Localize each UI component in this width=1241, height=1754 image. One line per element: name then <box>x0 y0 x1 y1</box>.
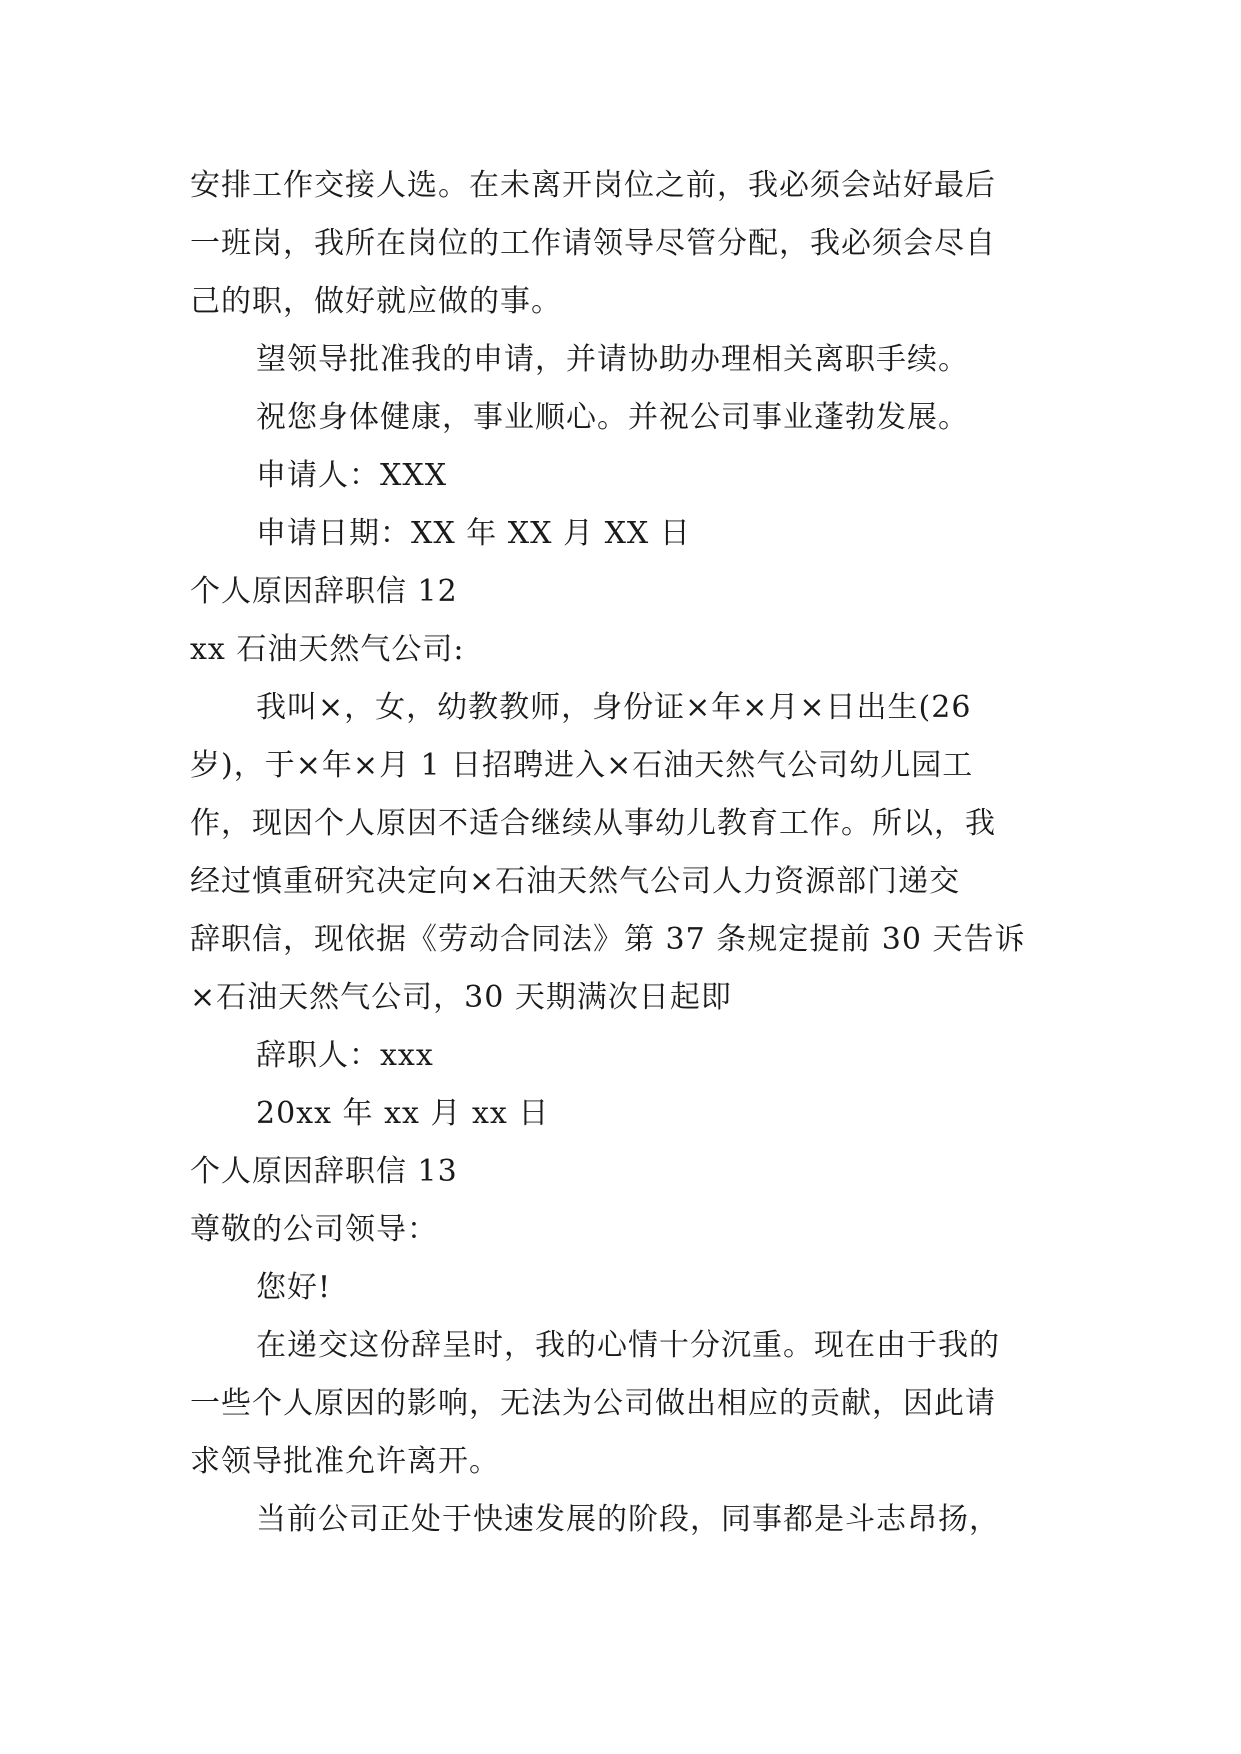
salutation: xx 石油天然气公司: <box>190 632 465 667</box>
applicant-line: 申请人：XXX <box>256 458 448 493</box>
body-line: 当前公司正处于快速发展的阶段，同事都是斗志昂扬， <box>256 1502 1000 1537</box>
body-line: 望领导批准我的申请，并请协助办理相关离职手续。 <box>256 342 969 377</box>
body-line: 在递交这份辞呈时，我的心情十分沉重。现在由于我的 <box>256 1328 1000 1363</box>
salutation: 尊敬的公司领导： <box>190 1212 438 1247</box>
section-heading: 个人原因辞职信 13 <box>190 1154 458 1189</box>
body-line: 一班岗，我所在岗位的工作请领导尽管分配，我必须会尽自 <box>190 226 996 261</box>
body-line: 经过慎重研究决定向×石油天然气公司人力资源部门递交 <box>190 864 961 899</box>
signatory-line: 辞职人：xxx <box>256 1038 434 1073</box>
date-line: 20xx 年 xx 月 xx 日 <box>256 1096 550 1131</box>
section-heading: 个人原因辞职信 12 <box>190 574 458 609</box>
body-line: ×石油天然气公司，30 天期满次日起即 <box>190 980 732 1015</box>
body-line: 己的职，做好就应做的事。 <box>190 284 562 319</box>
application-date-line: 申请日期：XX 年 XX 月 XX 日 <box>256 516 691 551</box>
body-line: 我叫×，女，幼教教师，身份证×年×月×日出生(26 <box>256 690 972 725</box>
body-line: 岁)，于×年×月 1 日招聘进入×石油天然气公司幼儿园工 <box>190 748 974 783</box>
document-body <box>190 157 1050 1549</box>
body-line: 安排工作交接人选。在未离开岗位之前，我必须会站好最后 <box>190 168 996 203</box>
body-line: 一些个人原因的影响，无法为公司做出相应的贡献，因此请 <box>190 1386 996 1421</box>
greeting: 您好! <box>256 1270 332 1305</box>
body-line: 求领导批准允许离开。 <box>190 1444 500 1479</box>
body-line: 辞职信，现依据《劳动合同法》第 37 条规定提前 30 天告诉 <box>190 922 1026 957</box>
body-line: 祝您身体健康，事业顺心。并祝公司事业蓬勃发展。 <box>256 400 969 435</box>
body-line: 作，现因个人原因不适合继续从事幼儿教育工作。所以，我 <box>190 806 996 841</box>
